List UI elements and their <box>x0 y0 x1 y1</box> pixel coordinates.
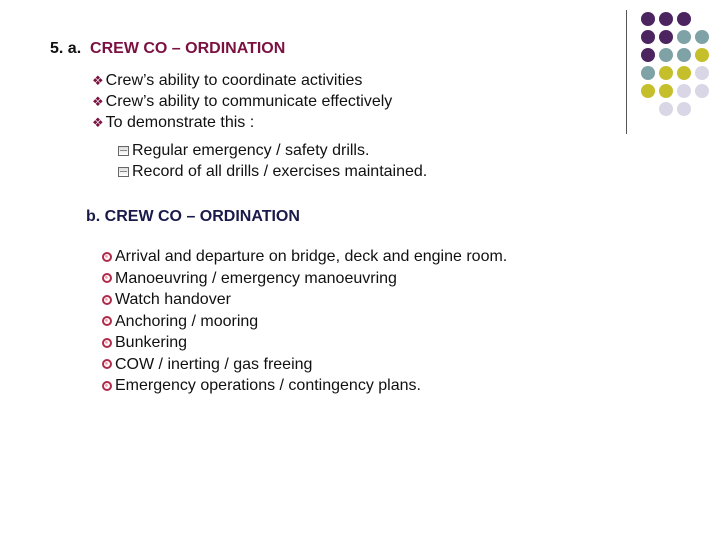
diamond-bullet-icon: ❖ <box>92 115 104 130</box>
section-a-sub-bullets <box>118 140 427 182</box>
list-item: Emergency operations / contingency plans. <box>102 375 507 397</box>
dot-icon <box>677 84 691 98</box>
swirl-bullet-icon <box>102 316 112 326</box>
section-a-title: CREW CO – ORDINATION <box>90 40 286 57</box>
list-item: Regular emergency / safety drills. <box>118 140 427 161</box>
dot-icon <box>641 66 655 80</box>
list-item: Manoeuvring / emergency manoeuvring <box>102 268 507 290</box>
dot-icon <box>641 12 655 26</box>
list-item: Anchoring / mooring <box>102 311 507 333</box>
dot-icon <box>659 84 673 98</box>
dot-icon <box>659 12 673 26</box>
swirl-bullet-icon <box>102 252 112 262</box>
section-b-heading: b. CREW CO – ORDINATION <box>86 208 300 225</box>
dot-icon <box>641 84 655 98</box>
dot-icon <box>677 30 691 44</box>
swirl-bullet-icon <box>102 295 112 305</box>
dot-icon <box>659 66 673 80</box>
list-item: Watch handover <box>102 289 507 311</box>
dot-icon <box>641 30 655 44</box>
section-b-bullets <box>102 246 507 397</box>
divider-line <box>626 10 627 134</box>
document-bullet-icon <box>118 167 129 177</box>
list-item: ❖ Crew’s ability to coordinate activities <box>92 72 363 89</box>
document-bullet-icon <box>118 146 129 156</box>
diamond-bullet-icon: ❖ <box>92 94 104 109</box>
dot-icon <box>677 48 691 62</box>
dot-icon <box>695 30 709 44</box>
dot-icon <box>659 48 673 62</box>
dot-icon <box>695 66 709 80</box>
dot-icon <box>695 84 709 98</box>
dot-icon <box>695 48 709 62</box>
swirl-bullet-icon <box>102 381 112 391</box>
swirl-bullet-icon <box>102 359 112 369</box>
section-a-bullets <box>92 70 392 133</box>
dot-icon <box>659 30 673 44</box>
list-item: Bunkering <box>102 332 507 354</box>
dot-icon <box>677 102 691 116</box>
section-a-number: 5. a. <box>50 40 82 57</box>
dot-icon <box>659 102 673 116</box>
section-a-heading <box>50 40 285 58</box>
list-item: Arrival and departure on bridge, deck and engine room. <box>102 246 507 268</box>
list-item: ❖ To demonstrate this : <box>92 114 255 131</box>
diamond-bullet-icon: ❖ <box>92 73 104 88</box>
dot-icon <box>677 12 691 26</box>
dot-icon <box>677 66 691 80</box>
dot-icon <box>641 48 655 62</box>
list-item: Record of all drills / exercises maintained. <box>118 161 427 182</box>
swirl-bullet-icon <box>102 338 112 348</box>
list-item: COW / inerting / gas freeing <box>102 354 507 376</box>
swirl-bullet-icon <box>102 273 112 283</box>
list-item: ❖ Crew’s ability to communicate effectively <box>92 93 393 110</box>
